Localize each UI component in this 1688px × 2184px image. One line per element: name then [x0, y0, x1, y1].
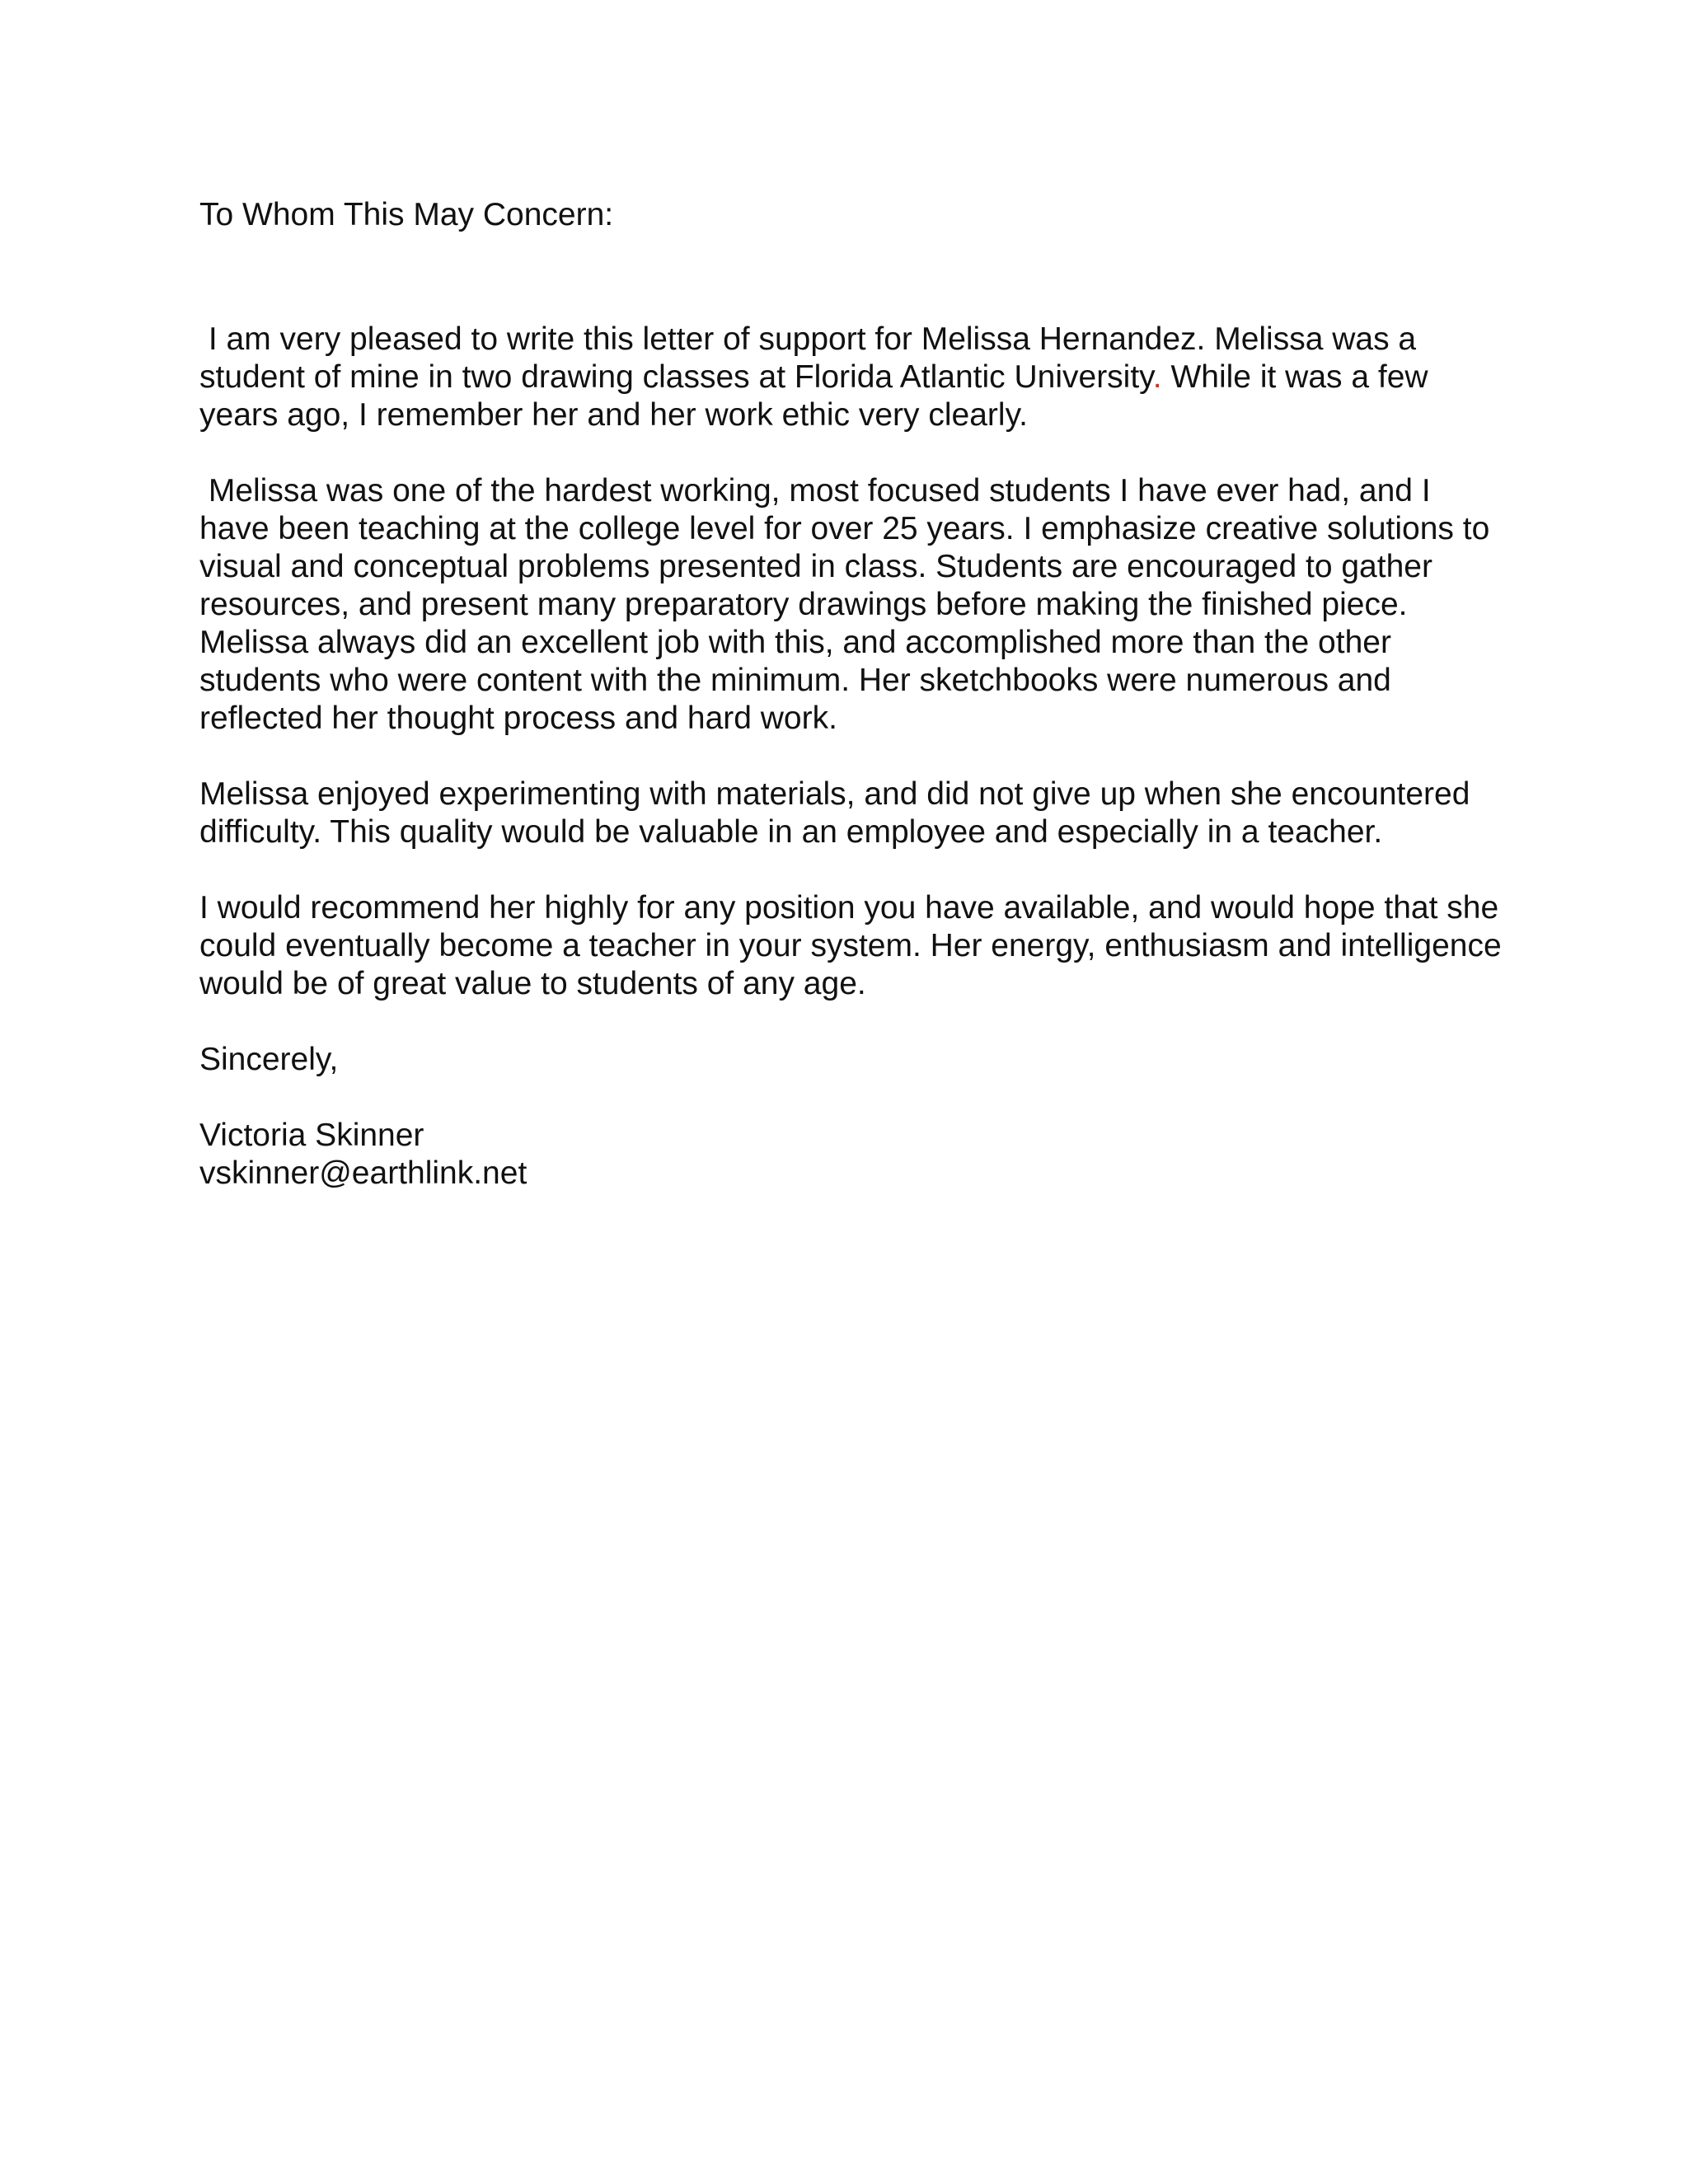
- closing: Sincerely,: [199, 1042, 339, 1077]
- signature-block: [199, 1117, 1502, 1193]
- paragraph-1-text-b: While it was a few years ago, I remember her and her work ethic very clearly.: [199, 359, 1437, 433]
- letter-body: [199, 196, 1511, 1193]
- paragraph-1-red-period: .: [1152, 359, 1162, 395]
- signer-name: Victoria Skinner: [199, 1118, 424, 1153]
- paragraph-1: [199, 321, 1502, 434]
- paragraph-2: Melissa was one of the hardest working, most focused students I have ever had, and I have been teaching at the college level for over 25 years. I emphasize creative solutions to visual and conceptual problems presented in class. Students are encouraged to gather resources, and present many preparatory drawings before making the finished piece. Melissa always did an excellent job with this, and accomplished more than the other students who were content with the minimum. Her sketchbooks were numerous and reflected her thought process and hard work.: [199, 473, 1499, 736]
- paragraph-4: I would recommend her highly for any position you have available, and would hope that she could eventually become a teacher in your system. Her energy, enthusiasm and intelligence would be of great value to students of any age.: [199, 890, 1511, 1001]
- salutation: To Whom This May Concern:: [199, 197, 614, 232]
- signer-email: vskinner@earthlink.net: [199, 1155, 528, 1191]
- paragraph-1-text-a: I am very pleased to write this letter of support for Melissa Hernandez. Melissa was a student of mine in two drawing classes at Florida Atlantic University: [199, 321, 1425, 395]
- paragraph-3: Melissa enjoyed experimenting with materials, and did not give up when she encountered difficulty. This quality would be valuable in an employee and especially in a teacher.: [199, 776, 1479, 850]
